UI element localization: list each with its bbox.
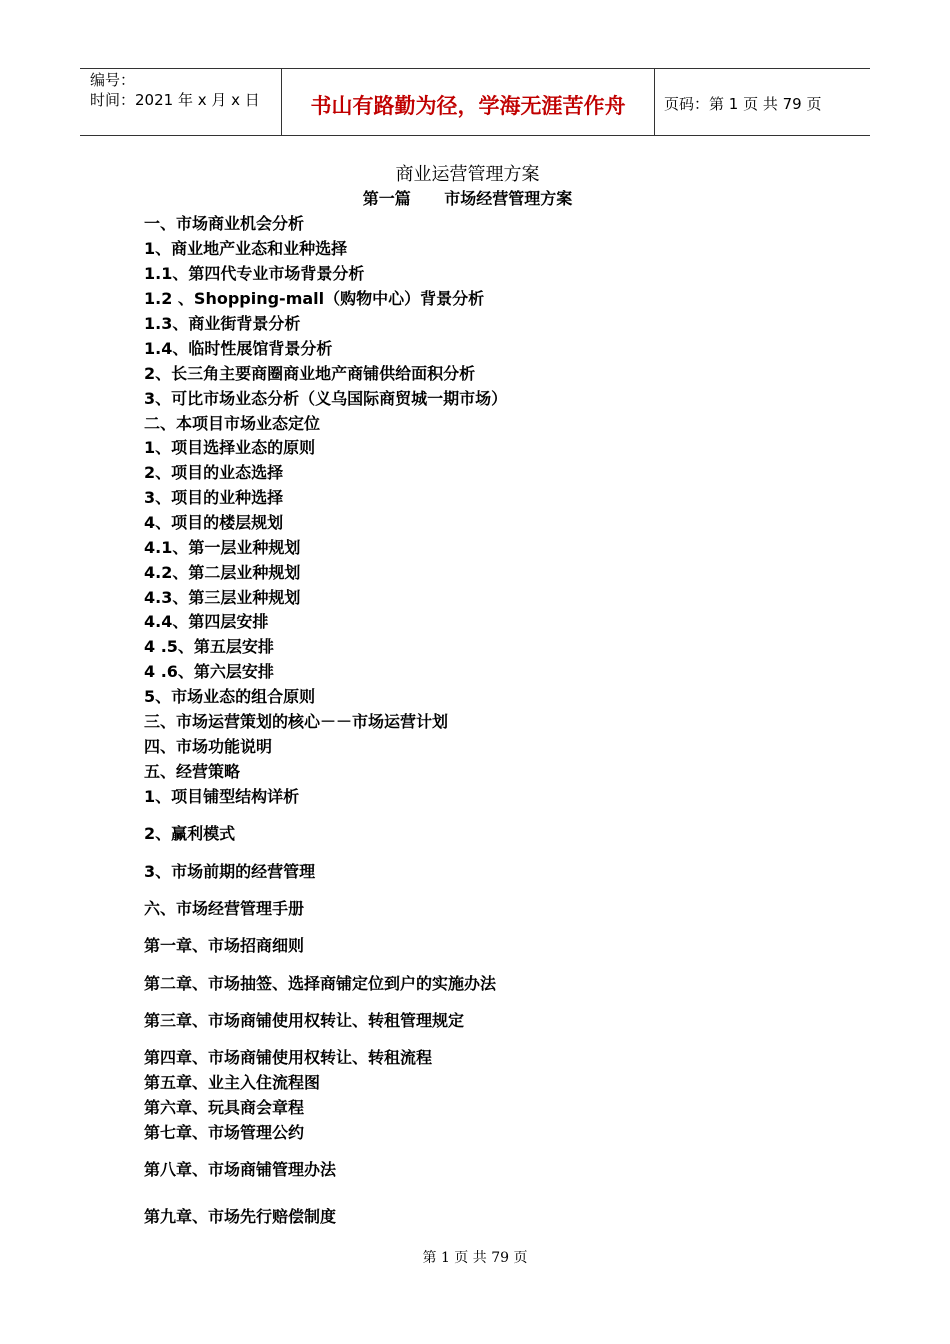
header-divider-right [654,68,655,136]
header-page-label: 页码：第 1 页 共 79 页 [664,95,822,113]
toc-item: 4.3、第三层业种规划 [144,588,301,607]
toc-item: 二、本项目市场业态定位 [144,414,321,433]
toc-item: 1.3、商业街背景分析 [144,314,301,333]
toc-item: 第六章、玩具商会章程 [144,1098,305,1117]
toc-item: 五、经营策略 [144,762,241,781]
toc-item: 4 .6、第六层安排 [144,662,274,681]
toc-item: 第五章、业主入住流程图 [144,1073,321,1092]
document-title: 商业运营管理方案 [395,164,540,185]
toc-item: 1.1、第四代专业市场背景分析 [144,264,365,283]
number-label: 编号： [90,71,136,89]
document-subtitle: 第一篇 市场经营管理方案 [362,189,573,208]
header-bottom-rule [80,135,870,136]
toc-item: 4.2、第二层业种规划 [144,563,301,582]
toc-item: 一、市场商业机会分析 [144,214,305,233]
toc-item: 第三章、市场商铺使用权转让、转租管理规定 [144,1011,465,1030]
toc-item: 第一章、市场招商细则 [144,936,305,955]
toc-item: 2、长三角主要商圈商业地产商铺供给面积分析 [144,364,476,383]
toc-item: 3、可比市场业态分析（义乌国际商贸城一期市场） [144,389,508,408]
toc-item: 3、项目的业种选择 [144,488,284,507]
toc-item: 4 .5、第五层安排 [144,637,274,656]
time-label: 时间：2021 年 x 月 x 日 [90,91,260,109]
toc-item: 1.2 、Shopping-mall（购物中心）背景分析 [144,289,485,308]
page-footer: 第 1 页 共 79 页 [422,1250,528,1266]
toc-item: 三、市场运营策划的核心－－市场运营计划 [144,712,449,731]
toc-item: 1、商业地产业态和业种选择 [144,239,348,258]
header-motto: 书山有路勤为径，学海无涯苦作舟 [310,94,626,118]
header-info [90,70,260,110]
toc-item: 2、赢利模式 [144,824,236,843]
toc-item: 1、项目铺型结构详析 [144,787,300,806]
toc-item: 第四章、市场商铺使用权转让、转租流程 [144,1048,433,1067]
toc-item: 六、市场经营管理手册 [144,899,305,918]
toc-item: 1、项目选择业态的原则 [144,438,316,457]
toc-item: 第八章、市场商铺管理办法 [144,1160,337,1179]
toc-item: 四、市场功能说明 [144,737,273,756]
toc-item: 4.4、第四层安排 [144,612,269,631]
toc-item: 4.1、第一层业种规划 [144,538,301,557]
toc-item: 第九章、市场先行赔偿制度 [144,1207,337,1226]
toc-item: 2、项目的业态选择 [144,463,284,482]
toc-item: 第二章、市场抽签、选择商铺定位到户的实施办法 [144,974,497,993]
toc-item: 1.4、临时性展馆背景分析 [144,339,333,358]
toc-item: 第七章、市场管理公约 [144,1123,305,1142]
toc-item: 4、项目的楼层规划 [144,513,284,532]
toc-item: 3、市场前期的经营管理 [144,862,316,881]
header-top-rule [80,68,870,69]
toc-item: 5、市场业态的组合原则 [144,687,316,706]
